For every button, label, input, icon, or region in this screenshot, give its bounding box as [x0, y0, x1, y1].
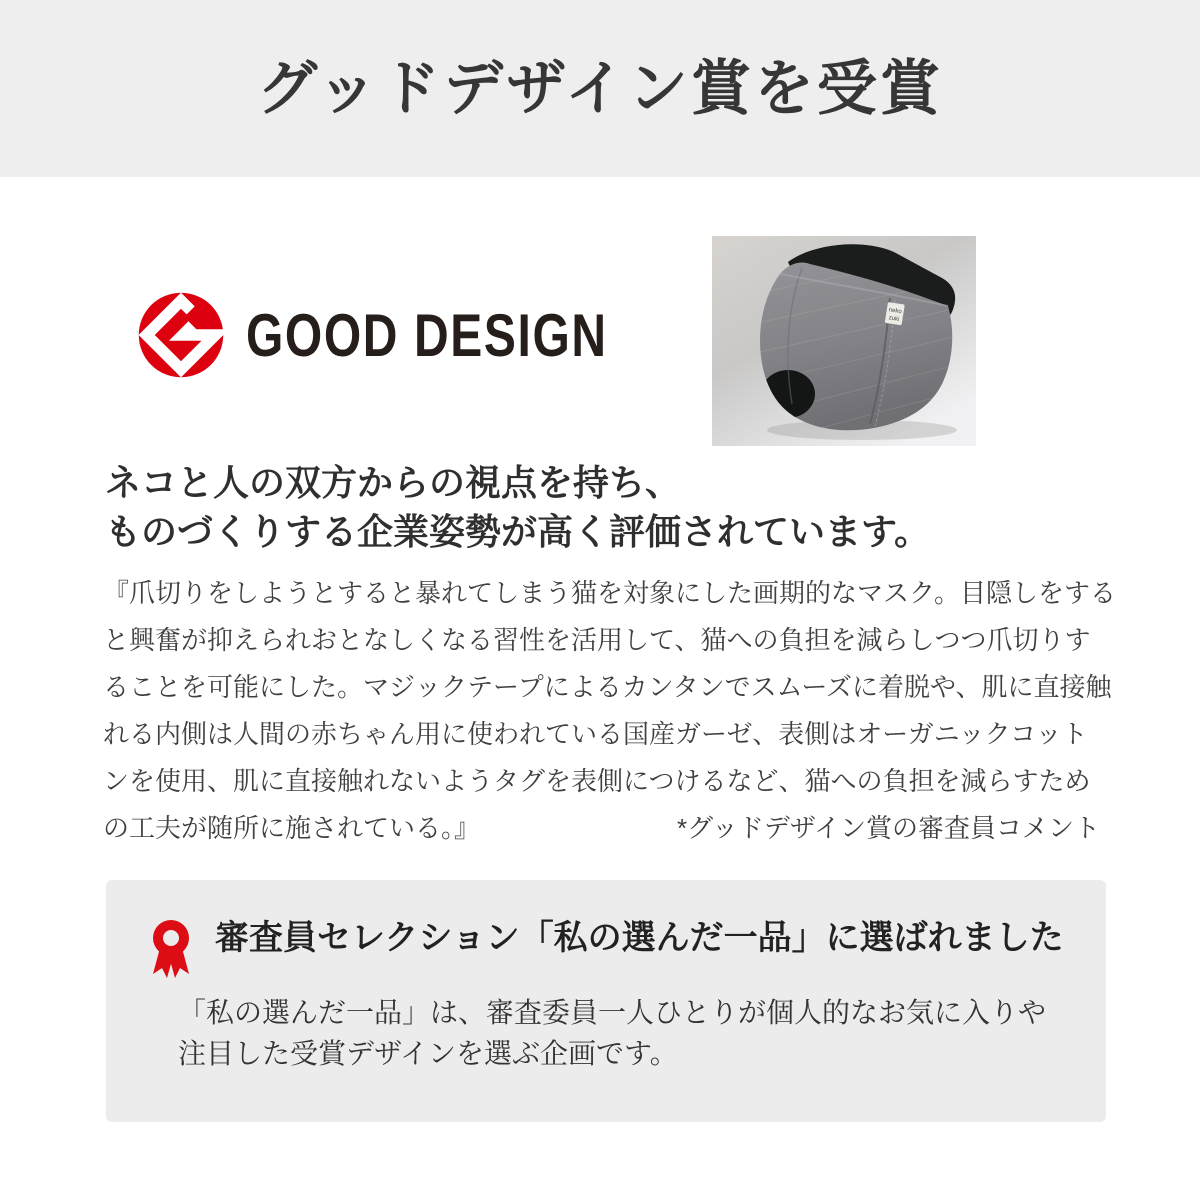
selection-description-line2: 注目した受賞デザインを選ぶ企画です。 — [178, 1038, 678, 1069]
good-design-wordmark: GOOD DESIGN — [246, 302, 608, 369]
page-title: グッドデザイン賞を受賞 — [257, 54, 943, 122]
selection-description — [178, 992, 1046, 1074]
award-headline — [105, 458, 1105, 556]
quote-line: 『爪切りをしようとすると暴れてしまう猫を対象にした画期的なマスク。目隠しをする — [103, 578, 1116, 608]
selection-heading: 審査員セレクション「私の選んだ一品」に選ばれました — [215, 919, 1064, 957]
quote-closing-line: の工夫が随所に施されている。』 — [103, 813, 481, 843]
quote-line: ンを使用、肌に直接触れないようタグを表側につけるなど、猫への負担を減らすため — [103, 766, 1091, 796]
award-headline-line1: ネコと人の双方からの視点を持ち、 — [105, 462, 682, 503]
selection-description-line1: 「私の選んだ一品」は、審査委員一人ひとりが個人的なお気に入りや — [178, 997, 1047, 1028]
product-photo-cat-mask — [712, 236, 976, 446]
award-banner — [0, 0, 1200, 177]
jury-comment-quote — [103, 570, 1116, 852]
award-ribbon-icon — [148, 918, 194, 982]
brand-tag-line2: zuki — [888, 315, 900, 323]
quote-last-row — [103, 805, 1100, 852]
quote-line: れる内側は人間の赤ちゃん用に使われている国産ガーゼ、表側はオーガニックコット — [103, 719, 1088, 749]
good-design-gmark-icon — [137, 291, 225, 379]
award-headline-line2: ものづくりする企業姿勢が高く評価されています。 — [105, 511, 931, 552]
quote-attribution: *グッドデザイン賞の審査員コメント — [677, 813, 1100, 843]
brand-tag-line1: neko — [888, 307, 903, 316]
quote-line: と興奮が抑えられおとなしくなる習性を活用して、猫への負担を減らしつつ爪切りす — [103, 625, 1091, 655]
quote-line: ることを可能にした。マジックテープによるカンタンでスムーズに着脱や、肌に直接触 — [103, 672, 1112, 702]
jury-selection-box — [106, 880, 1106, 1122]
brand-tag — [885, 302, 905, 325]
